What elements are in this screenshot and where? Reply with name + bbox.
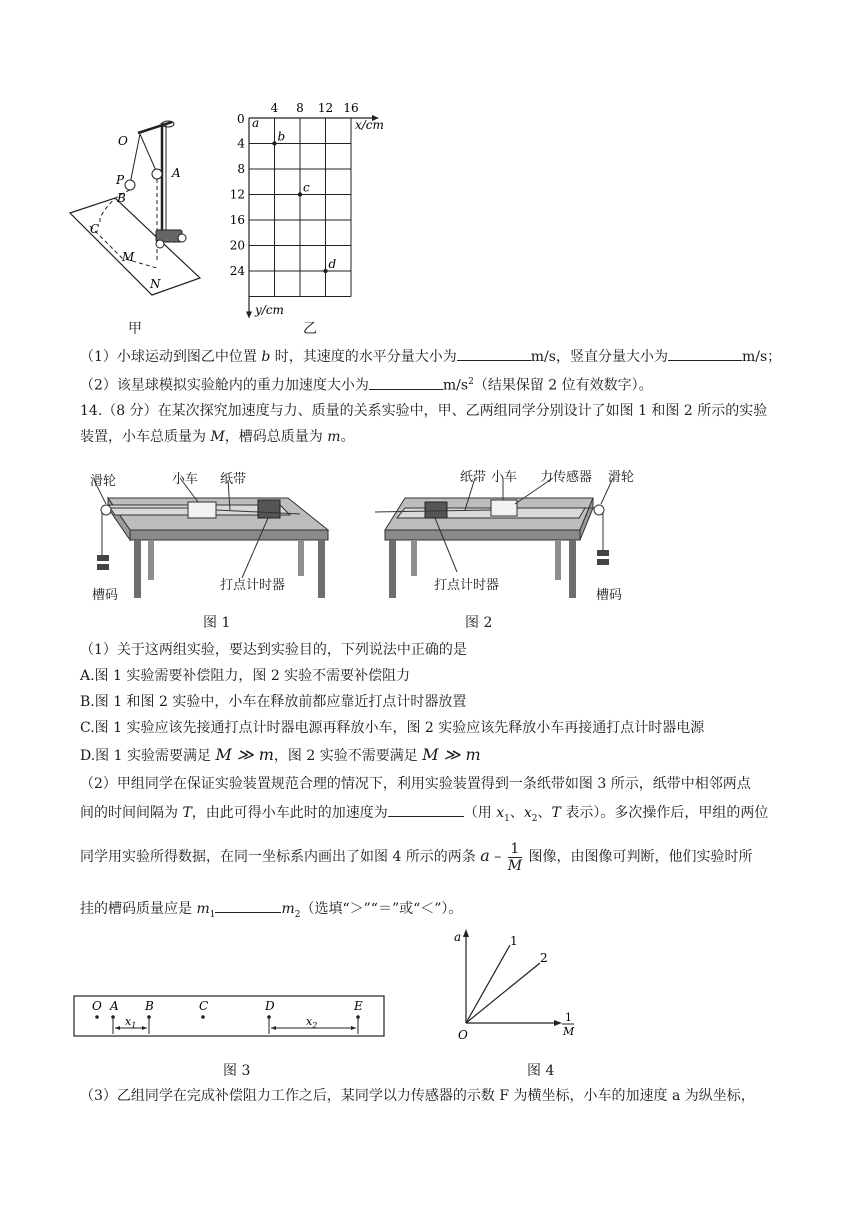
caption-fig4: 图 4 — [527, 1063, 555, 1079]
svg-text:1: 1 — [510, 934, 518, 948]
blank-g[interactable] — [369, 375, 443, 390]
x-tick-label: 12 — [317, 101, 334, 115]
svg-text:x1: $x_1$ — [125, 1015, 137, 1030]
fig1-timer-label: 打点计时器 — [220, 578, 286, 593]
origin-label: 0 — [237, 112, 245, 126]
q13-part2: （2）该星球模拟实验舱内的重力加速度大小为 $m/s^2$（结果保留 2 位有效数字）。 — [80, 372, 653, 396]
q14-option-a[interactable]: A.图 1 实验需要补偿阻力，图 2 实验不需要补偿阻力 — [80, 668, 411, 684]
svg-text:A: A — [110, 999, 119, 1013]
svg-text:D: D — [265, 999, 275, 1013]
y-tick-label: 12 — [229, 187, 245, 202]
blank-vy[interactable] — [668, 346, 742, 361]
point-label-b: b — [277, 129, 286, 144]
svg-text:B: B — [145, 999, 154, 1013]
line-1 — [466, 945, 510, 1023]
label-b: B — [117, 191, 126, 205]
y-axis-arrow — [246, 312, 252, 319]
y-axis-label: y/cm — [255, 303, 284, 317]
q14-part2-line1: （2）甲组同学在保证实验装置规范合理的情况下，利用实验装置得到一条纸带如图 3 所示，纸带中相邻两点 — [80, 776, 751, 792]
y-tick-label: 8 — [237, 162, 245, 176]
label-p: P — [116, 173, 125, 187]
ball-a — [152, 169, 162, 179]
q14-part2-line2: 间的时间间隔为 T，由此可得小车此时的加速度为 （用 $x_1$、$x_2$、T 表示）。多次操作后，甲组的两位 — [80, 802, 768, 829]
q14-part3-line1: （3）乙组同学在完成补偿阻力工作之后，某同学以力传感器的示数 F 为横坐标，小车的加速度 a 为纵坐标， — [80, 1088, 755, 1104]
fig2-sensor-label: 力传感器 — [540, 470, 593, 485]
point-b — [272, 141, 276, 145]
blank-vx[interactable] — [457, 346, 531, 361]
svg-text:O: O — [92, 999, 102, 1013]
x-tick-label: 16 — [343, 101, 359, 115]
fig2-weight-label: 槽码 — [596, 588, 623, 603]
fig2-timer-label: 打点计时器 — [434, 578, 500, 593]
q14-part2-line4: 挂的槽码质量应是 $m_1$ $m_2$（选填“＞”“＝”或“＜”）。 — [80, 898, 462, 925]
y-tick-label: 24 — [229, 264, 245, 278]
point-d — [323, 269, 327, 273]
point-label-a: a — [252, 116, 260, 130]
fig1-weight-label: 槽码 — [92, 588, 119, 603]
y-tick-label: 16 — [229, 213, 245, 227]
fig2-tape-label: 纸带 — [460, 470, 487, 485]
fig1-pulley-label: 滑轮 — [90, 474, 117, 489]
label-o: O — [118, 134, 128, 148]
caption-fig1: 图 1 — [203, 615, 231, 631]
point-c — [298, 192, 302, 196]
caption-fig2: 图 2 — [465, 615, 493, 631]
x-tick-label: 8 — [296, 101, 304, 115]
svg-text:C: C — [199, 999, 209, 1013]
fig1-cart-label: 小车 — [172, 472, 199, 487]
figure-yi — [225, 100, 425, 322]
fraction-1-over-m: $\frac{1}{M}$ — [507, 840, 523, 874]
fig1-tape-label: 纸带 — [220, 472, 247, 487]
ball-p — [125, 180, 135, 190]
caption-jia: 甲 — [128, 321, 142, 337]
fig2-cart-label: 小车 — [491, 470, 518, 485]
x-tick-label: 4 — [270, 101, 279, 115]
svg-text:O: O — [458, 1028, 468, 1042]
q14-option-d[interactable]: D.图 1 实验需要满足 M ≫ m，图 2 实验不需要满足 M ≫ m — [80, 745, 481, 764]
y-tick-label: 4 — [237, 136, 245, 151]
blank-compare[interactable] — [215, 898, 281, 913]
figure-3 — [70, 990, 390, 1042]
svg-text:2: 2 — [540, 951, 548, 965]
svg-text:a: a — [454, 930, 462, 944]
q14-option-b[interactable]: B.图 1 和图 2 实验中，小车在释放前都应靠近打点计时器放置 — [80, 694, 467, 710]
fig2-pulley-label: 滑轮 — [608, 470, 635, 485]
label-a: A — [172, 166, 181, 180]
q13-part1: （1）小球运动到图乙中位置 b 时，其速度的水平分量大小为 m/s，竖直分量大小为 m/s； — [80, 346, 781, 367]
svg-text:1: 1 — [565, 1011, 572, 1024]
caption-fig3: 图 3 — [223, 1063, 251, 1079]
label-m: M — [122, 250, 135, 264]
q14-part1-question: （1）关于这两组实验，要达到实验目的，下列说法中正确的是 — [80, 642, 467, 658]
svg-text:E: E — [354, 999, 363, 1013]
figure-jia — [60, 108, 210, 338]
q14-option-c[interactable]: C.图 1 实验应该先接通打点计时器电源再释放小车，图 2 实验应该先释放小车再接通打点计时器电源 — [80, 720, 705, 736]
label-c: C — [90, 222, 100, 236]
blank-acceleration[interactable] — [388, 802, 464, 817]
svg-text:x2: $x_2$ — [306, 1015, 318, 1030]
incline-board — [70, 198, 200, 295]
point-label-c: c — [303, 180, 310, 195]
q14-intro-line1: 14.（8 分）在某次探究加速度与力、质量的关系实验中，甲、乙两组同学分别设计了如图 1 和图 2 所示的实验 — [80, 403, 768, 419]
figure-4 — [450, 925, 590, 1045]
point-label-d: d — [328, 257, 337, 271]
svg-text:M: M — [563, 1025, 575, 1038]
x-axis-label: x/cm — [355, 118, 384, 132]
caption-yi: 乙 — [303, 321, 317, 337]
label-n: N — [150, 277, 161, 291]
line-2 — [466, 963, 540, 1023]
q14-intro-line2: 装置，小车总质量为 M，槽码总质量为 m。 — [80, 429, 355, 445]
q14-part2-line3: 同学用实验所得数据，在同一坐标系内画出了如图 4 所示的两条 a – $\frac{1}{M}$ 图像，由图像可判断，他们实验时所 — [80, 840, 753, 874]
y-tick-label: 20 — [229, 238, 245, 253]
